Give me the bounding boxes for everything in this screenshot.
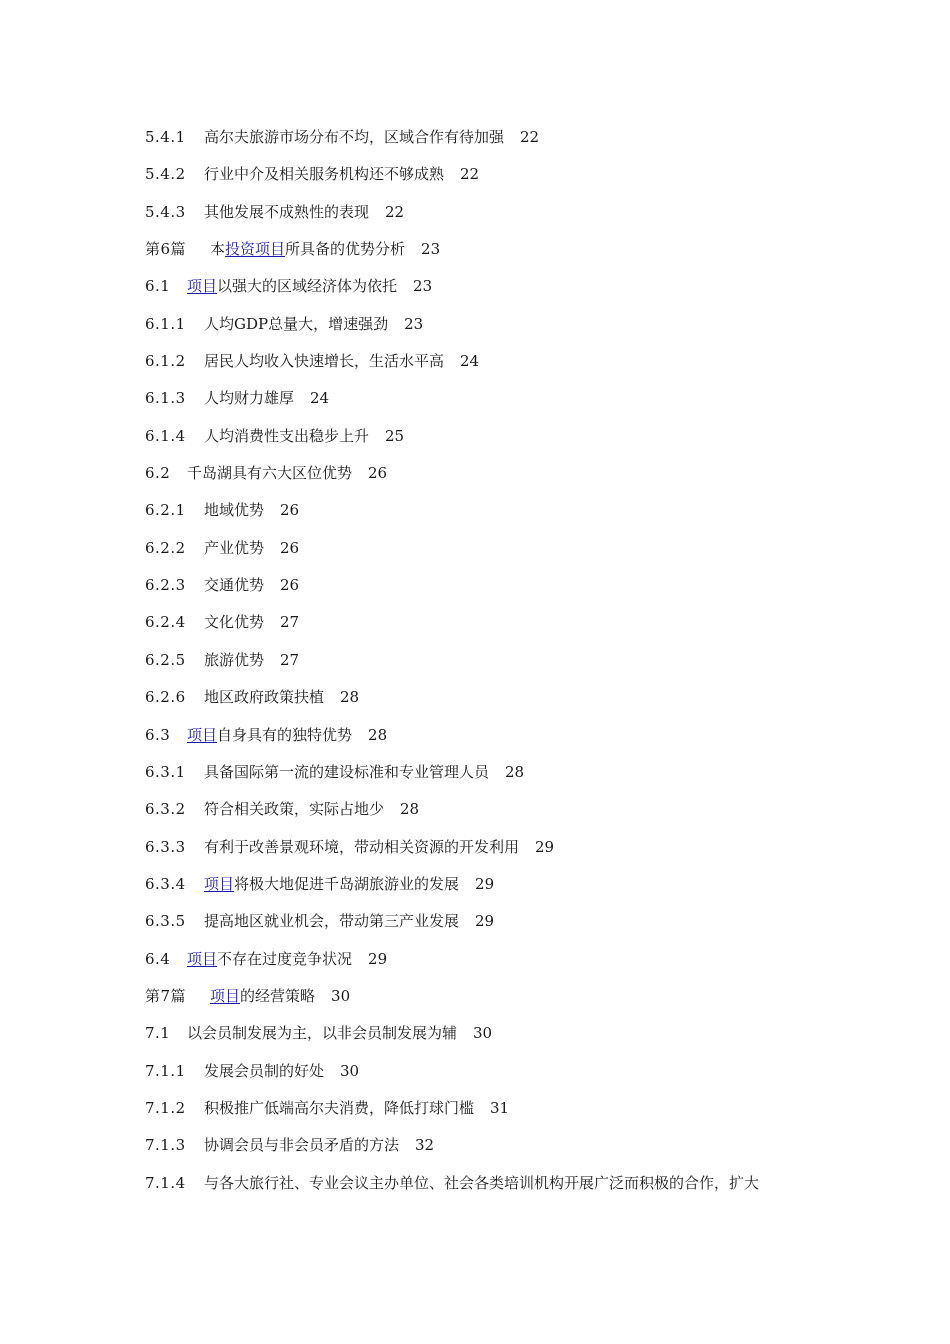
toc-entry-number: 第6篇 xyxy=(145,240,187,259)
toc-entry-link[interactable]: 项目 xyxy=(187,949,218,968)
toc-entry-title: 产业优势 xyxy=(204,538,265,557)
toc-entry-number: 6.2.3 xyxy=(145,576,186,595)
toc-entry[interactable] xyxy=(145,1132,825,1169)
toc-entry-number: 6.3.4 xyxy=(145,874,186,893)
toc-entry-title: 高尔夫旅游市场分布不均，区域合作有待加强 xyxy=(204,128,505,146)
toc-entry[interactable] xyxy=(145,348,825,385)
toc-entry-title: 具备国际第一流的建设标准和专业管理人员 xyxy=(204,762,490,781)
toc-entry-page-number: 29 xyxy=(475,912,495,931)
toc-entry-page-number: 26 xyxy=(280,538,300,557)
toc-entry-title: 以会员制发展为主，以非会员制发展为辅 xyxy=(187,1024,458,1043)
toc-entry-link[interactable]: 项目 xyxy=(204,874,235,893)
toc-entry[interactable] xyxy=(145,722,825,759)
toc-entry-number: 6.2.1 xyxy=(145,501,186,520)
toc-entry[interactable] xyxy=(145,497,825,534)
toc-entry[interactable] xyxy=(145,983,825,1020)
toc-entry[interactable] xyxy=(145,460,825,497)
toc-entry[interactable] xyxy=(145,908,825,945)
toc-entry-number: 6.1.3 xyxy=(145,389,186,408)
toc-entry-title: 自身具有的独特优势 xyxy=(217,725,353,744)
toc-entry-page-number: 28 xyxy=(400,800,420,819)
table-of-contents xyxy=(145,124,825,1207)
toc-entry-page-number: 29 xyxy=(535,837,555,856)
toc-entry-page-number: 24 xyxy=(460,352,480,371)
toc-entry[interactable] xyxy=(145,535,825,572)
toc-entry-link[interactable]: 项目 xyxy=(187,725,218,744)
toc-entry-title: 人均GDP总量大，增速强劲 xyxy=(204,314,389,333)
toc-entry-number: 6.2.5 xyxy=(145,650,186,669)
toc-entry-page-number: 26 xyxy=(280,501,300,520)
toc-entry[interactable] xyxy=(145,273,825,310)
toc-entry-title: 积极推广低端高尔夫消费，降低打球门槛 xyxy=(204,1098,475,1117)
toc-entry-number: 6.2.6 xyxy=(145,688,186,707)
toc-entry-title: 提高地区就业机会，带动第三产业发展 xyxy=(204,912,460,931)
toc-entry[interactable] xyxy=(145,423,825,460)
toc-entry-title: 旅游优势 xyxy=(204,650,265,669)
toc-entry-page-number: 26 xyxy=(280,576,300,595)
toc-entry-title: 交通优势 xyxy=(204,576,265,595)
toc-entry[interactable] xyxy=(145,1020,825,1057)
toc-entry-page-number: 25 xyxy=(385,426,405,445)
toc-entry-number: 5.4.3 xyxy=(145,202,186,221)
toc-entry[interactable] xyxy=(145,796,825,833)
toc-entry-page-number: 29 xyxy=(368,949,388,968)
toc-entry[interactable] xyxy=(145,609,825,646)
toc-entry[interactable] xyxy=(145,199,825,236)
toc-entry-page-number: 31 xyxy=(490,1098,510,1117)
toc-entry-title: 协调会员与非会员矛盾的方法 xyxy=(204,1136,400,1155)
toc-entry-page-number: 28 xyxy=(368,725,388,744)
toc-entry-link[interactable]: 项目 xyxy=(210,986,241,1005)
toc-entry-number: 6.1.1 xyxy=(145,314,186,333)
toc-entry[interactable] xyxy=(145,161,825,198)
toc-entry-title: 地区政府政策扶植 xyxy=(204,688,325,707)
toc-entry[interactable] xyxy=(145,871,825,908)
toc-entry-number: 6.1.2 xyxy=(145,352,186,371)
toc-entry[interactable] xyxy=(145,1095,825,1132)
toc-entry-title: 其他发展不成熟性的表现 xyxy=(204,202,370,221)
toc-entry-number: 7.1.2 xyxy=(145,1098,186,1117)
toc-entry-link[interactable]: 投资项目 xyxy=(225,240,286,259)
toc-entry-number: 6.3 xyxy=(145,725,171,744)
toc-entry-title: 不存在过度竞争状况 xyxy=(217,949,353,968)
toc-entry-title: 发展会员制的好处 xyxy=(204,1061,325,1080)
toc-entry-number: 7.1 xyxy=(145,1024,171,1043)
toc-entry[interactable] xyxy=(145,572,825,609)
toc-entry-number: 6.1 xyxy=(145,277,171,296)
toc-entry[interactable] xyxy=(145,946,825,983)
toc-entry-page-number: 28 xyxy=(505,762,525,781)
toc-entry-title: 将极大地促进千岛湖旅游业的发展 xyxy=(234,874,460,893)
toc-entry-number: 6.2.2 xyxy=(145,538,186,557)
toc-entry[interactable] xyxy=(145,1170,825,1207)
toc-entry-title: 千岛湖具有六大区位优势 xyxy=(187,464,353,483)
toc-entry[interactable] xyxy=(145,647,825,684)
toc-entry-number: 6.2 xyxy=(145,464,171,483)
toc-entry-page-number: 22 xyxy=(520,128,540,146)
toc-entry-number: 6.3.1 xyxy=(145,762,186,781)
toc-entry-title: 有利于改善景观环境，带动相关资源的开发利用 xyxy=(204,837,520,856)
toc-entry-title: 所具备的优势分析 xyxy=(285,240,406,259)
toc-entry-title: 与各大旅行社、专业会议主办单位、社会各类培训机构开展广泛而积极的合作，扩大 xyxy=(204,1173,760,1192)
toc-entry-title: 人均财力雄厚 xyxy=(204,389,295,408)
toc-entry-page-number: 23 xyxy=(404,314,424,333)
toc-entry-title: 居民人均收入快速增长，生活水平高 xyxy=(204,352,445,371)
toc-entry-page-number: 27 xyxy=(280,650,300,669)
toc-entry-number: 6.3.5 xyxy=(145,912,186,931)
toc-entry-number: 第7篇 xyxy=(145,986,187,1005)
toc-entry-page-number: 26 xyxy=(368,464,388,483)
toc-entry-page-number: 29 xyxy=(475,874,495,893)
toc-entry[interactable] xyxy=(145,236,825,273)
toc-entry-prefix: 本 xyxy=(210,240,226,259)
toc-entry-page-number: 23 xyxy=(421,240,441,259)
toc-entry-page-number: 22 xyxy=(460,165,480,184)
toc-entry-page-number: 28 xyxy=(340,688,360,707)
toc-entry-number: 6.2.4 xyxy=(145,613,186,632)
toc-entry-number: 7.1.3 xyxy=(145,1136,186,1155)
toc-entry-title: 文化优势 xyxy=(204,613,265,632)
toc-entry-number: 5.4.1 xyxy=(145,128,186,146)
toc-entry[interactable] xyxy=(145,834,825,871)
toc-entry[interactable] xyxy=(145,1058,825,1095)
toc-entry-number: 7.1.4 xyxy=(145,1173,186,1192)
toc-entry-title: 的经营策略 xyxy=(240,986,316,1005)
toc-entry-number: 6.3.2 xyxy=(145,800,186,819)
toc-entry-page-number: 24 xyxy=(310,389,330,408)
toc-entry-page-number: 23 xyxy=(413,277,433,296)
toc-entry-link[interactable]: 项目 xyxy=(187,277,218,296)
toc-entry-title: 以强大的区域经济体为依托 xyxy=(217,277,398,296)
toc-entry-page-number: 27 xyxy=(280,613,300,632)
toc-entry-title: 符合相关政策，实际占地少 xyxy=(204,800,385,819)
toc-entry-page-number: 30 xyxy=(340,1061,360,1080)
toc-entry-number: 6.1.4 xyxy=(145,426,186,445)
toc-entry-title: 行业中介及相关服务机构还不够成熟 xyxy=(204,165,445,184)
toc-entry-title: 地域优势 xyxy=(204,501,265,520)
toc-entry-page-number: 30 xyxy=(331,986,351,1005)
toc-entry-number: 7.1.1 xyxy=(145,1061,186,1080)
toc-entry-number: 5.4.2 xyxy=(145,165,186,184)
toc-entry[interactable] xyxy=(145,684,825,721)
toc-entry-number: 6.3.3 xyxy=(145,837,186,856)
toc-entry[interactable] xyxy=(145,759,825,796)
toc-entry-title: 人均消费性支出稳步上升 xyxy=(204,426,370,445)
toc-entry-number: 6.4 xyxy=(145,949,171,968)
toc-entry[interactable] xyxy=(145,311,825,348)
toc-entry[interactable] xyxy=(145,124,825,161)
toc-entry[interactable] xyxy=(145,385,825,422)
toc-entry-page-number: 30 xyxy=(473,1024,493,1043)
toc-entry-page-number: 32 xyxy=(415,1136,435,1155)
toc-entry-page-number: 22 xyxy=(385,202,405,221)
